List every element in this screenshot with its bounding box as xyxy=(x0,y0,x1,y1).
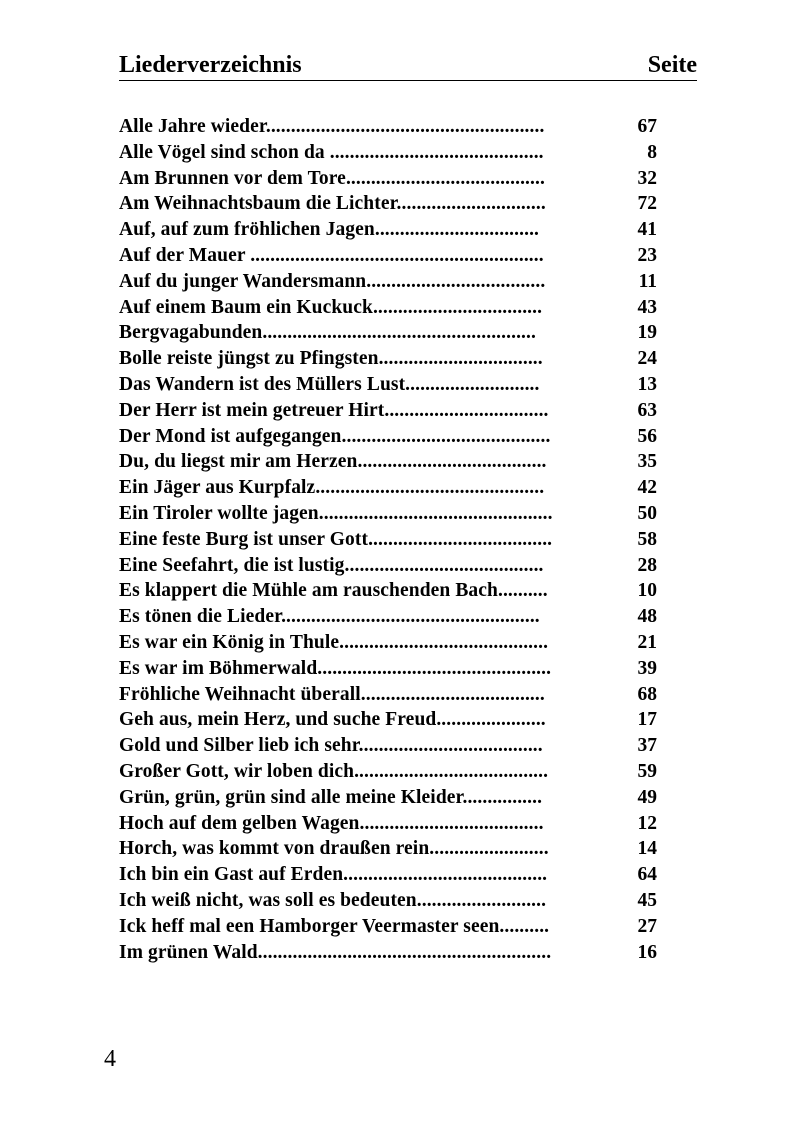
song-page-number: 21 xyxy=(637,631,657,653)
song-page-number: 24 xyxy=(637,348,657,370)
song-title: Alle Vögel sind schon da ........................................... xyxy=(119,141,544,163)
toc-entry xyxy=(119,191,657,217)
toc-entry xyxy=(119,888,657,914)
song-page-number: 28 xyxy=(637,554,657,576)
song-title: Ick heff mal een Hamborger Veermaster seen.......... xyxy=(119,915,550,937)
song-title: Du, du liegst mir am Herzen...................................... xyxy=(119,451,547,473)
toc-entry xyxy=(119,914,657,940)
toc-entry xyxy=(119,940,657,966)
song-title: Es war ein König in Thule.......................................... xyxy=(119,631,549,653)
toc-entry xyxy=(119,217,657,243)
song-title: Horch, was kommt von draußen rein........................ xyxy=(119,838,549,860)
toc-entry xyxy=(119,733,657,759)
song-page-number: 49 xyxy=(637,786,657,808)
toc-entry xyxy=(119,811,657,837)
page-column-label: Seite xyxy=(647,52,697,78)
toc-entry xyxy=(119,630,657,656)
song-title: Der Herr ist mein getreuer Hirt................................. xyxy=(119,399,549,421)
toc-entry xyxy=(119,166,657,192)
song-page-number: 43 xyxy=(637,296,657,318)
song-page-number: 48 xyxy=(637,606,657,628)
song-title: Auf der Mauer ........................................................... xyxy=(119,244,544,266)
toc-entry xyxy=(119,398,657,424)
toc-entry xyxy=(119,527,657,553)
song-title: Im grünen Wald........................................................... xyxy=(119,941,552,963)
song-page-number: 11 xyxy=(638,270,657,292)
song-title: Eine Seefahrt, die ist lustig........................................ xyxy=(119,554,544,576)
toc-entry xyxy=(119,501,657,527)
song-page-number: 58 xyxy=(637,528,657,550)
toc-entry xyxy=(119,836,657,862)
song-title: Bolle reiste jüngst zu Pfingsten................................. xyxy=(119,348,543,370)
song-page-number: 23 xyxy=(637,244,657,266)
toc-entry xyxy=(119,553,657,579)
toc-entry xyxy=(119,320,657,346)
toc-entry xyxy=(119,372,657,398)
song-page-number: 56 xyxy=(637,425,657,447)
song-title: Am Brunnen vor dem Tore........................................ xyxy=(119,167,545,189)
song-title: Fröhliche Weihnacht überall..................................... xyxy=(119,683,545,705)
toc-entry xyxy=(119,114,657,140)
song-page-number: 37 xyxy=(637,735,657,757)
toc-entry xyxy=(119,785,657,811)
song-title: Ich weiß nicht, was soll es bedeuten.......................... xyxy=(119,889,547,911)
song-page-number: 39 xyxy=(637,657,657,679)
toc-entry xyxy=(119,449,657,475)
song-page-number: 67 xyxy=(637,116,657,137)
toc-entry xyxy=(119,140,657,166)
song-page-number: 12 xyxy=(637,812,657,834)
song-title: Hoch auf dem gelben Wagen..................................... xyxy=(119,812,544,834)
song-title: Eine feste Burg ist unser Gott..................................... xyxy=(119,528,553,550)
song-index-list xyxy=(119,114,657,965)
song-title: Auf einem Baum ein Kuckuck.................................. xyxy=(119,296,543,318)
song-title: Geh aus, mein Herz, und suche Freud...................... xyxy=(119,709,546,731)
toc-title: Liederverzeichnis xyxy=(119,52,302,78)
song-title: Bergvagabunden....................................................... xyxy=(119,322,536,344)
song-title: Der Mond ist aufgegangen.......................................... xyxy=(119,425,551,447)
song-page-number: 72 xyxy=(637,193,657,215)
song-page-number: 64 xyxy=(637,864,657,886)
song-title: Es war im Böhmerwald............................................... xyxy=(119,657,552,679)
song-page-number: 27 xyxy=(637,915,657,937)
toc-entry xyxy=(119,759,657,785)
song-page-number: 59 xyxy=(637,760,657,782)
song-title: Am Weihnachtsbaum die Lichter.............................. xyxy=(119,193,546,215)
toc-entry xyxy=(119,656,657,682)
toc-entry xyxy=(119,682,657,708)
song-page-number: 32 xyxy=(637,167,657,189)
song-page-number: 17 xyxy=(637,709,657,731)
toc-entry xyxy=(119,707,657,733)
song-title: Es tönen die Lieder.................................................... xyxy=(119,606,540,628)
song-title: Grün, grün, grün sind alle meine Kleider................ xyxy=(119,786,543,808)
song-title: Das Wandern ist des Müllers Lust........................... xyxy=(119,373,540,395)
song-page-number: 16 xyxy=(637,941,657,963)
toc-entry xyxy=(119,604,657,630)
song-title: Gold und Silber lieb ich sehr..................................... xyxy=(119,735,543,757)
toc-entry xyxy=(119,295,657,321)
toc-entry xyxy=(119,475,657,501)
song-page-number: 13 xyxy=(637,373,657,395)
song-page-number: 41 xyxy=(637,219,657,241)
song-title: Ich bin ein Gast auf Erden......................................... xyxy=(119,864,548,886)
page-number: 4 xyxy=(104,1046,116,1072)
song-page-number: 19 xyxy=(637,322,657,344)
song-page-number: 10 xyxy=(637,580,657,602)
toc-entry xyxy=(119,862,657,888)
toc-entry xyxy=(119,243,657,269)
song-page-number: 45 xyxy=(637,889,657,911)
song-page-number: 42 xyxy=(637,477,657,499)
toc-entry xyxy=(119,346,657,372)
song-title: Es klappert die Mühle am rauschenden Bach.......... xyxy=(119,580,548,602)
toc-entry xyxy=(119,578,657,604)
song-page-number: 35 xyxy=(637,451,657,473)
song-title: Großer Gott, wir loben dich....................................... xyxy=(119,760,549,782)
toc-entry xyxy=(119,424,657,450)
song-title: Alle Jahre wieder........................................................ xyxy=(119,116,545,137)
song-page-number: 8 xyxy=(647,141,657,163)
song-title: Ein Jäger aus Kurpfalz.............................................. xyxy=(119,477,545,499)
toc-header xyxy=(119,50,697,81)
song-title: Ein Tiroler wollte jagen............................................... xyxy=(119,502,553,524)
toc-entry xyxy=(119,269,657,295)
song-page-number: 14 xyxy=(637,838,657,860)
song-title: Auf, auf zum fröhlichen Jagen................................. xyxy=(119,219,540,241)
song-page-number: 63 xyxy=(637,399,657,421)
song-page-number: 68 xyxy=(637,683,657,705)
song-title: Auf du junger Wandersmann.................................... xyxy=(119,270,546,292)
song-page-number: 50 xyxy=(637,502,657,524)
